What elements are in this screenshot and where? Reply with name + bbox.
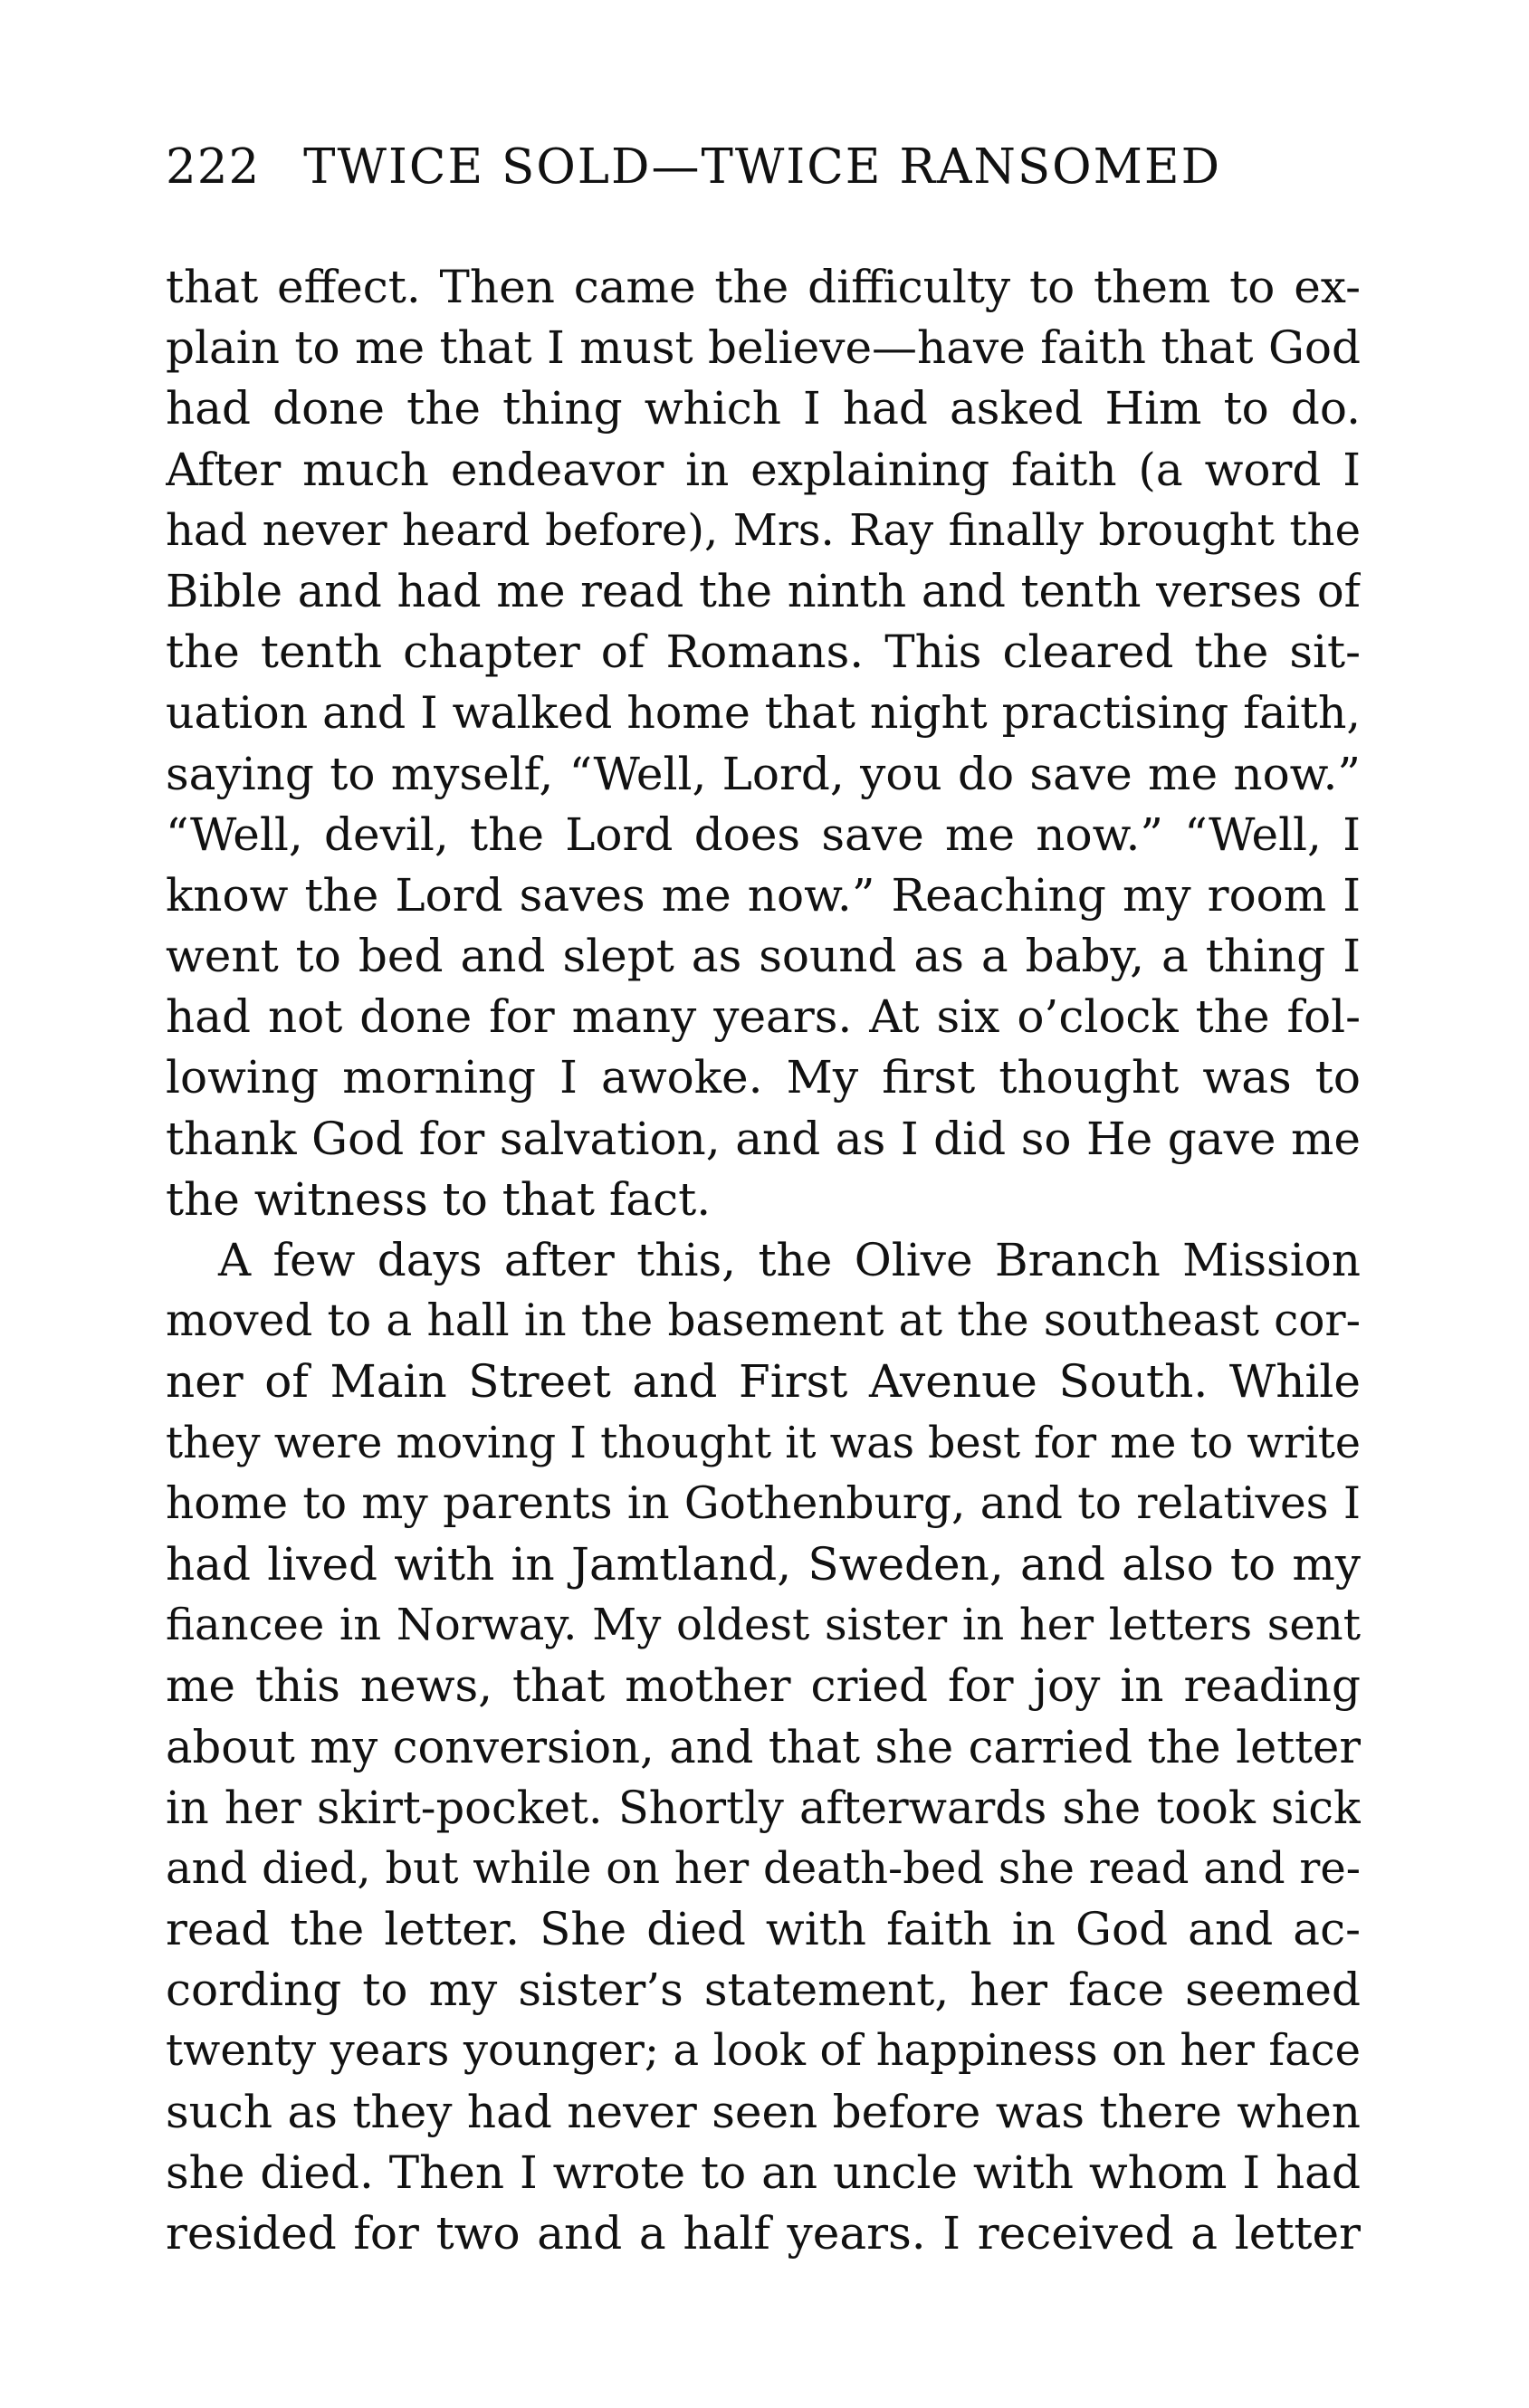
text-line: had done the thing which I had asked Him to do. — [166, 382, 1361, 435]
text-line: lowing morning I awoke. My first thought was to — [166, 1051, 1361, 1104]
text-line: home to my parents in Gothenburg, and to relatives I — [166, 1477, 1361, 1529]
text-line: “Well, devil, the Lord does save me now.” “Well, I — [166, 807, 1361, 861]
text-line: had lived with in Jamtland, Sweden, and also to my — [166, 1537, 1361, 1591]
text-line: cording to my sister’s statement, her face seemed — [166, 1964, 1361, 2017]
text-line: After much endeavor in explaining faith (a word I — [166, 443, 1361, 496]
text-line: that effect. Then came the difficulty to them to ex- — [166, 261, 1361, 313]
book-title: TWICE SOLD—TWICE RANSOMED — [303, 139, 1222, 195]
text-line: fiancee in Norway. My oldest sister in her letters sent — [166, 1600, 1361, 1651]
text-line: me this news, that mother cried for joy in reading — [166, 1659, 1361, 1713]
text-line: such as they had never seen before was there when — [166, 2085, 1361, 2138]
text-line: twenty years younger; a look of happiness on her face — [166, 2025, 1361, 2077]
text-line: saying to myself, “Well, Lord, you do save me now.” — [166, 747, 1361, 800]
text-line: the witness to that fact. — [166, 1172, 712, 1226]
text-line: know the Lord saves me now.” Reaching my room I — [166, 868, 1361, 922]
text-line: the tenth chapter of Romans. This cleared the sit- — [166, 626, 1361, 679]
text-line: uation and I walked home that night practising faith, — [166, 687, 1361, 740]
text-line: A few days after this, the Olive Branch Mission — [218, 1234, 1361, 1286]
text-line: had never heard before), Mrs. Ray finally brought the — [166, 504, 1361, 556]
text-line: ner of Main Street and First Avenue South. While — [166, 1355, 1361, 1409]
text-line: moved to a hall in the basement at the southeast cor- — [166, 1295, 1361, 1347]
text-line: went to bed and slept as sound as a baby, a thing I — [166, 930, 1361, 983]
text-line: Bible and had me read the ninth and tenth verses of — [166, 564, 1361, 617]
paragraph — [166, 257, 1361, 1230]
text-line: they were moving I thought it was best for me to write — [166, 1418, 1361, 1468]
text-line: about my conversion, and that she carried the letter — [166, 1720, 1361, 1773]
text-line: resided for two and a half years. I received a letter — [166, 2207, 1361, 2260]
text-line: thank God for salvation, and as I did so He gave me — [166, 1112, 1361, 1165]
text-line: plain to me that I must believe—have faith that God — [166, 321, 1361, 375]
paragraph — [166, 1230, 1361, 2264]
text-line: in her skirt-pocket. Shortly afterwards she took sick — [166, 1781, 1361, 1834]
running-head — [166, 136, 1361, 199]
text-line: read the letter. She died with faith in God and ac- — [166, 1903, 1361, 1956]
body-text — [166, 257, 1361, 2264]
page-number: 222 — [166, 139, 261, 195]
text-line: had not done for many years. At six o’clock the fol- — [166, 990, 1361, 1044]
text-line: she died. Then I wrote to an uncle with whom I had — [166, 2145, 1361, 2199]
text-line: and died, but while on her death-bed she read and re- — [166, 1842, 1361, 1894]
